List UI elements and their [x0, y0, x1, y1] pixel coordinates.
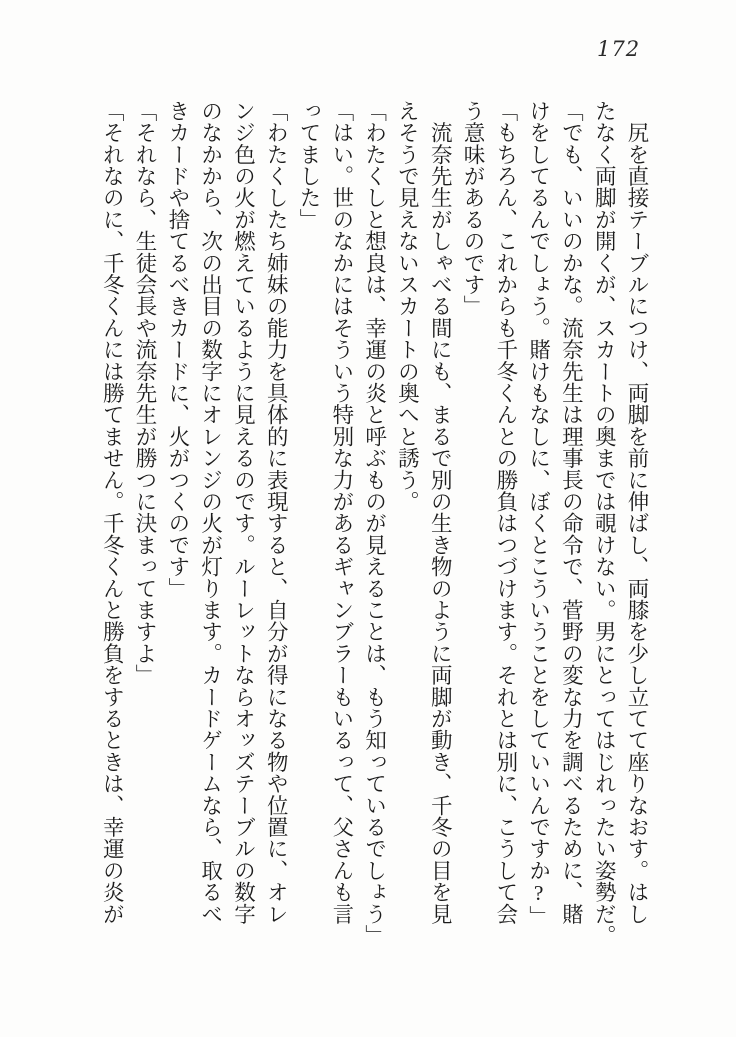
text-line: 「でも、いいのかな。流奈先生は理事長の命令で、菅野の変な力を調べるために、賭: [559, 100, 584, 925]
text-line: 「わたくしたち姉妹の能力を具体的に表現すると、自分が得になる物や位置に、オレ: [264, 100, 289, 925]
text-line: 尻を直接テーブルにつけ、両脚を前に伸ばし、両膝を少し立てて座りなおす。はし: [625, 100, 649, 925]
text-line: ってました」: [297, 100, 322, 231]
text-line: たなく両脚が開くが、スカートの奥までは覗けない。男にとってはじれったい姿勢だ。: [592, 100, 617, 947]
text-line: 「わたくしと想良は、幸運の炎と呼ぶものが見えることは、もう知っているでしょう」: [362, 100, 387, 947]
text-line: う意味があるのです」: [461, 100, 486, 317]
text-line: きカードや捨てるべきカードに、火がつくのです」: [165, 100, 190, 600]
page-number: 172: [597, 37, 641, 61]
text-line: 「はい。世のなかにはそういう特別な力があるギャンブラーもいるって、父さんも言: [329, 100, 354, 925]
text-line: えそうで見えないスカートの奥へと誘う。: [395, 100, 420, 513]
text-line: 「それなら、生徒会長や流奈先生が勝つに決まってますよ」: [133, 100, 158, 686]
text-line: ンジ色の火が燃えているように見えるのです。ルーレットならオッズテーブルの数字: [231, 100, 256, 925]
text-line: 「もちろん、これからも千冬くんとの勝負はつづけます。それとは別に、こうして会: [493, 100, 518, 925]
text-line: けをしてるんでしょう。賭けもなしに、ぼくとこういうことをしていいんですか?」: [526, 100, 551, 928]
text-line: 流奈先生がしゃべる間にも、まるで別の生き物のように両脚が動き、千冬の目を見: [428, 100, 453, 925]
vertical-text-block: [95, 100, 653, 950]
text-line: 「それなのに、千冬くんには勝てません。千冬くんと勝負をするときは、幸運の炎が: [100, 100, 125, 925]
text-line: のなかから、次の出目の数字にオレンジの火が灯ります。カードゲームなら、取るべ: [198, 100, 223, 925]
